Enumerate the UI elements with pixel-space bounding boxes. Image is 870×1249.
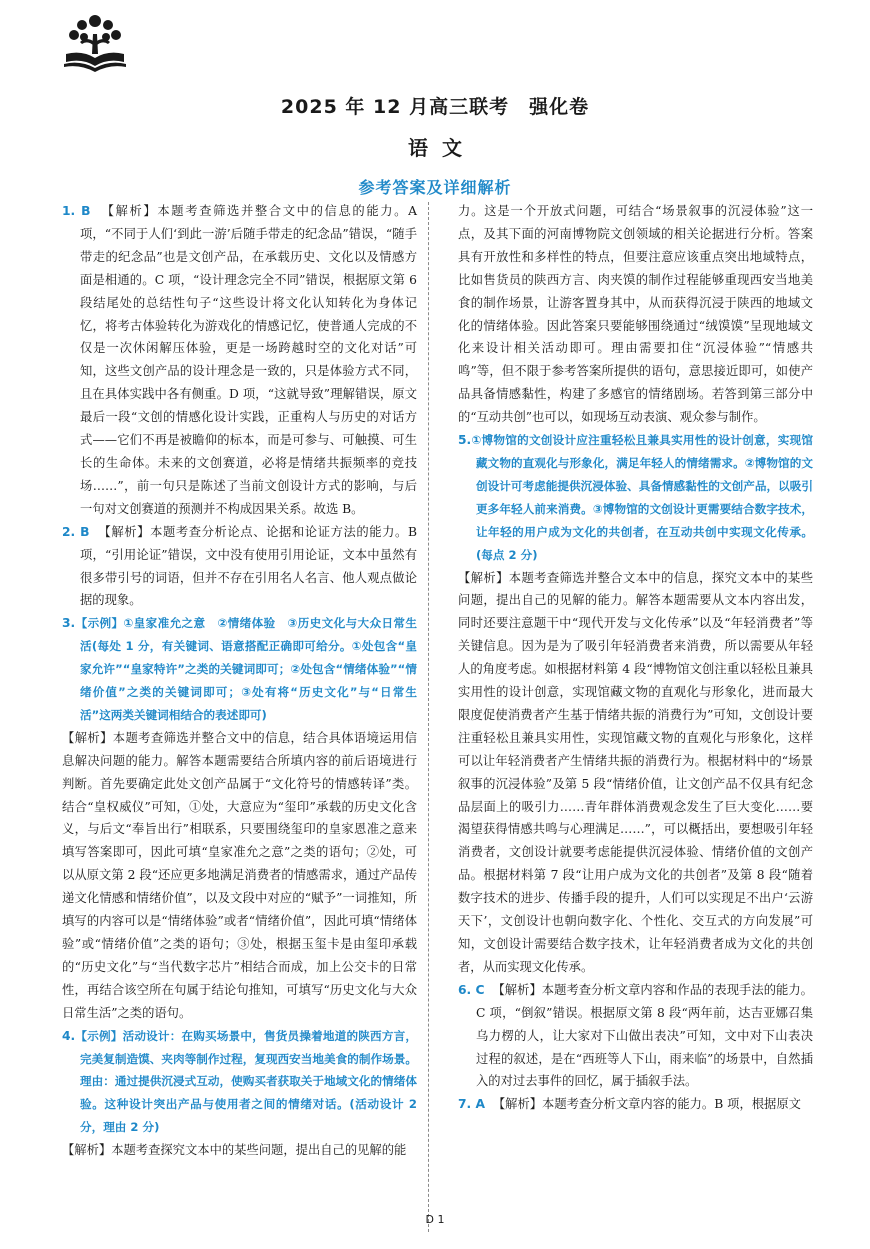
answer-7-analysis: 【解析】本题考查分析文章内容的能力。B 项，根据原文 [492, 1097, 801, 1112]
answer-3 [62, 612, 417, 727]
right-column [458, 200, 813, 1116]
answer-2 [62, 521, 417, 613]
answer-2-analysis: 【解析】本题考查分析论点、论据和论证方法的能力。B 项，“引用论证”错误，文中没有使用引用论证，文本中虽然有很多带引号的词语，但并不存在引用名人名言、他人观点做论据的现象。 [80, 524, 417, 608]
answer-5-number: 5. [458, 433, 472, 448]
publisher-logo [60, 12, 130, 72]
answer-6-analysis: 【解析】本题考查分析文章内容和作品的表现手法的能力。C 项，“倒叙”错误。根据原文第 8 段“两年前，达吉亚娜召集乌力楞的人，让大家对下山做出表决”可知，文中对下山表决过程的叙述，是在“西班等人下山，雨来临”的场景中，自然插入的对过去事件的回忆，属于插叙手法。 [476, 982, 813, 1089]
answer-3-analysis: 【解析】本题考查筛选并整合文中的信息，结合具体语境运用信息解决问题的能力。解答本题需要结合所填内容的前后语境进行判断。首先要确定此处文创产品属于“文化符号的情感转译”类。结合“皇权威仪”可知，①处，大意应为“玺印”承载的历史文化含义，与后文“奉旨出行”相联系，只要围绕玺印的皇家恩准之意来填写答案即可，因此可填“皇家准允之意”之类的语句；②处，可以从原文第 2 段“还应更多地满足消费者的情感需求，通过产品传递文化情感和情绪价值”，以及文段中对应的“赋予”一词推知，所填写的内容可以是“情绪体验”或者“情绪价值”，因此可填“情绪体验”或“情绪价值”之类的语句；③处，根据玉玺卡是由玺印承载的“历史文化”与“当代数字芯片”相结合而成，加上公交卡的日常性，再结合该空所在句属于结论句推知，可填写“历史文化与大众日常生活”之类的语句。 [62, 730, 417, 1020]
answer-7-number: 7. A [458, 1097, 486, 1112]
answer-1-analysis: 【解析】本题考查筛选并整合文中的信息的能力。A 项，“不同于人们‘到此一游’后随手带走的纪念品”错误，“随手带走的纪念品”也是文创产品，在承载历史、文化以及情感方面是相通的。C 项，“设计理念完全不同”错误，根据原文第 6 段结尾处的总结性句子“这些设计将文化认知转化为身体记忆，将考古体验转化为游戏化的情感记忆，使普通人完成的不仅是一次休闲解压体验，更是一场跨越时空的文化对话”可知，这些文创产品的设计理念是一致的，只是体验方式不同，且在具体实践中各有侧重。D 项，“这就导致”理解错误，原文最后一段“文创的情感化设计实践，正重构人与历史的对话方式——它们不再是被瞻仰的标本，而是可参与、可触摸、可生长的生命体。未来的文创赛道，必将是情绪共振频率的竞技场……”，前一句只是陈述了当前文创设计方式的影响，与后一句对文创赛道的预测并不构成因果关系。故选 B。 [80, 204, 417, 516]
answer-4 [62, 1025, 417, 1140]
answer-section-title: 参考答案及详细解析 [358, 178, 512, 197]
answer-7 [458, 1093, 813, 1116]
answer-5-points: ①博物馆的文创设计应注重轻松且兼具实用性的设计创意，实现馆藏文物的直观化与形象化，满足年轻人的情绪需求。②博物馆的文创设计可考虑能提供沉浸体验、具备情感黏性的文创产品，以吸引更多年轻人前来消费。③博物馆的文创设计更需要结合数字技术，让年轻的用户成为文化的共创者，在互动共创中实现文化传承。(每点 2 分) [471, 433, 813, 562]
exam-title: 2025 年 12 月高三联考 强化卷 [280, 96, 590, 118]
answer-6 [458, 979, 813, 1094]
answer-4-analysis: 【解析】本题考查探究文本中的某些问题，提出自己的见解的能 [62, 1143, 407, 1158]
answer-3-example: 【示例】①皇家准允之意 ②情绪体验 ③历史文化与大众日常生活(每处 1 分，有关键词、语意搭配正确即可给分。①处包含“皇家允许”“皇家特许”之类的关键词即可；②处包含“情绪体验”“情绪价值”之类的关键词即可；③处有将“历史文化”与“日常生活”这两类关键词相结合的表述即可) [75, 616, 417, 722]
left-column [62, 200, 417, 1162]
answer-5 [458, 429, 813, 566]
answer-1-number: 1. B [62, 204, 91, 218]
column-divider [428, 202, 429, 1232]
answer-4-number: 4. [62, 1028, 76, 1043]
subject-title: 语文 [408, 136, 476, 160]
answer-5-analysis: 【解析】本题考查筛选并整合文本中的信息，探究文本中的某些问题，提出自己的见解的能力。解答本题需要从文本内容出发，同时还要注意题干中“现代开发与文化传承”以及“年轻消费者”等关键信息。因为是为了吸引年轻消费者来消费，所以需要从年轻人的角度考虑。如根据材料第 4 段“博物馆文创注重以轻松且兼具实用性的设计创意，实现馆藏文物的直观化与形象化，进而最大限度促使消费者产生基于情绪共振的消费行为”可知，文创设计要注重轻松且兼具实用性，实现馆藏文物的直观化与形象化，这样可以让年轻消费者产生情绪共振的消费行为。根据材料中的“场景叙事的沉浸体验”及第 5 段“情绪价值，让文创产品不仅具有纪念品层面上的吸引力……青年群体消费观念发生了巨大变化……要渴望获得情感共鸣与心理满足……”，可以概括出，要想吸引年轻消费者，文创设计就要考虑能提供沉浸体验、情绪价值的文创产品。根据材料第 7 段“让用户成为文化的共创者”及第 8 段“随着数字技术的进步、传播手段的提升，人们可以实现足不出户‘云游天下’，文创设计也朝向数字化、个性化、交互式的方向发展”可知，文创设计需要结合数字技术，让年轻消费者成为文化的共创者，从而实现文化传承。 [458, 570, 813, 974]
answer-4-analysis-continued: 力。这是一个开放式问题，可结合“场景叙事的沉浸体验”这一点，及其下面的河南博物院文创领域的相关论据进行分析。答案具有开放性和多样性的特点，但要注意应该重点突出地域特点，比如售货员的陕西方言、肉夹馍的制作过程能够重现西安当地美食的制作场景，让游客置身其中，从而获得沉浸于陕西的地域文化的情绪体验。因此答案只要能够围绕通过“绒馍馍”呈现地域文化来设计相关活动即可。理由需要扣住“沉浸体验”“情感共鸣”等，但不限于参考答案所提供的语句，意思接近即可，如使产品具备情感黏性，构建了多感官的情绪剧场。若答到第三部分中的“互动共创”也可以，如现场互动表演、观众参与制作。 [458, 204, 813, 425]
answer-6-number: 6. C [458, 982, 485, 997]
page-number: D 1 [425, 1213, 445, 1226]
answer-1 [62, 200, 417, 521]
answer-4-example: 【示例】活动设计：在购买场景中，售货员操着地道的陕西方言，完美复制造馍、夹肉等制作过程，复现西安当地美食的制作场景。理由：通过提供沉浸式互动，使购买者获取关于地域文化的情绪体验。这种设计突出产品与使用者之间的情绪对话。(活动设计 2 分，理由 2 分) [75, 1028, 417, 1135]
answer-2-number: 2. B [62, 524, 90, 539]
answer-3-number: 3. [62, 616, 76, 631]
